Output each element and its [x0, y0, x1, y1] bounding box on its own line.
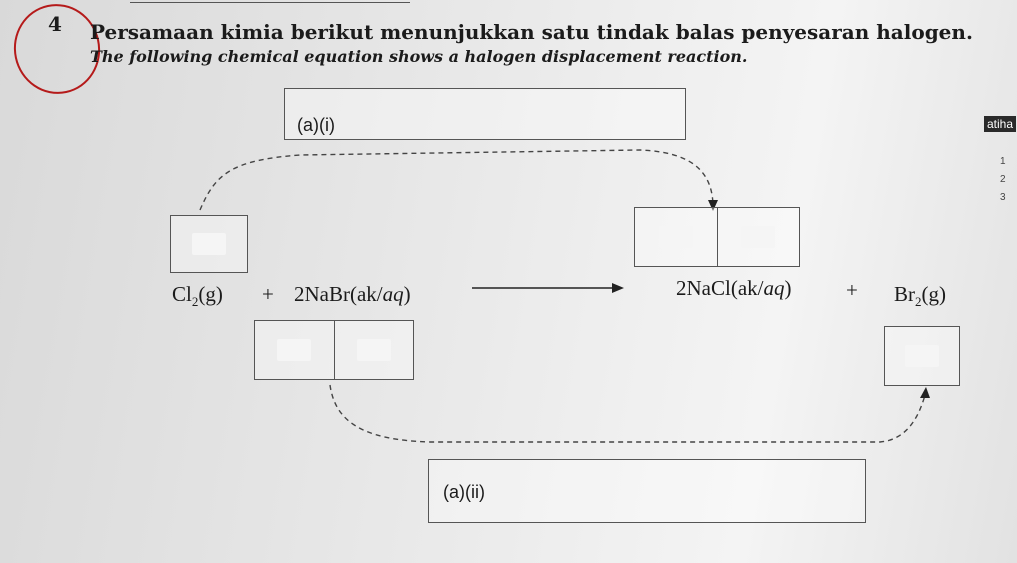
box-cl2[interactable]	[170, 215, 248, 273]
side-item-3: 3	[1000, 192, 1006, 203]
answer-box-label: (a)(ii)	[443, 482, 485, 502]
plus-sign-1: +	[262, 282, 274, 306]
bottom-connector	[330, 385, 925, 442]
side-tab: atiha	[984, 116, 1016, 132]
plus-sign-2: +	[846, 278, 858, 302]
bottom-arrow-head	[920, 387, 930, 398]
question-number: 4	[48, 12, 62, 36]
product-br2: $Br_2(g)$	[894, 282, 946, 310]
side-item-2: 2	[1000, 174, 1006, 185]
box-cell[interactable]	[255, 321, 334, 379]
reactant-nabr: 2NaBr(ak/aq)	[294, 282, 411, 306]
side-item-1: 1	[1000, 156, 1006, 167]
answer-box-a-ii[interactable]	[428, 459, 866, 523]
box-nacl[interactable]	[634, 207, 800, 267]
answer-box-label: (a)(i)	[297, 115, 335, 135]
box-nabr[interactable]	[254, 320, 414, 380]
box-cell[interactable]	[171, 216, 247, 272]
reactant-cl2: $Cl_2(g)$	[172, 282, 223, 310]
box-cell[interactable]	[635, 208, 717, 266]
box-cell[interactable]	[885, 327, 959, 385]
top-connector	[200, 150, 713, 210]
reaction-arrow-head	[612, 283, 624, 293]
box-br2[interactable]	[884, 326, 960, 386]
question-text-english: The following chemical equation shows a halogen displacement reaction.	[90, 47, 748, 66]
product-nacl: 2NaCl(ak/aq)	[676, 276, 792, 300]
box-cell[interactable]	[717, 208, 800, 266]
question-text-malay: Persamaan kimia berikut menunjukkan satu tindak balas penyesaran halogen.	[90, 20, 973, 44]
box-cell[interactable]	[334, 321, 414, 379]
